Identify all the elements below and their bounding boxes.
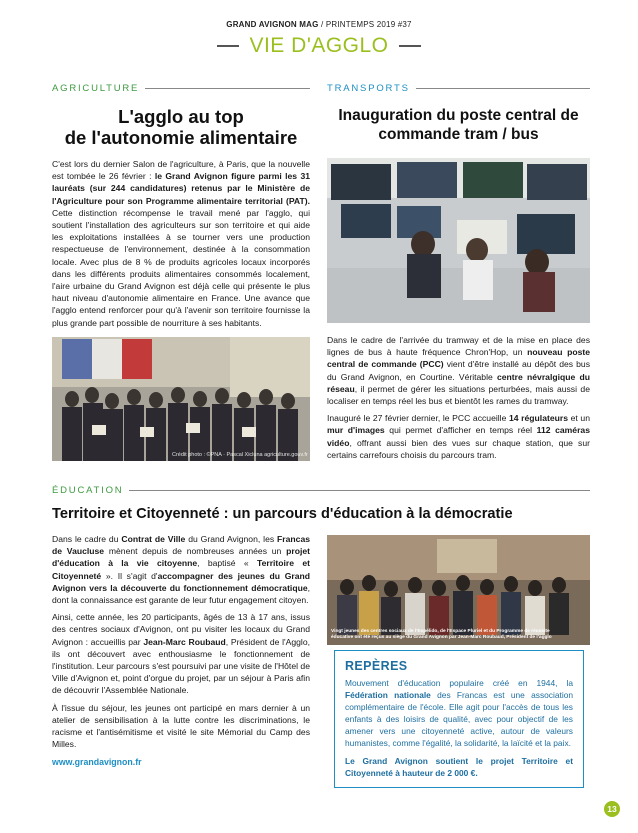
rubric-line [145, 88, 310, 89]
headline-line-1: Inauguration du poste central de [338, 107, 579, 124]
title-dash-left [217, 45, 239, 47]
photo-credit: Crédit photo : ©PNA · Pascal Xicluna agriculture.gouv.fr [172, 452, 308, 458]
transports-headline [327, 106, 590, 144]
education-headline: Territoire et Citoyenneté : un parcours d'éducation à la démocratie [52, 506, 513, 522]
reperes-title: REPÈRES [345, 659, 408, 673]
control-room-photo [327, 158, 590, 323]
transports-paragraph-2: Inauguré le 27 février dernier, le PCC accueille 14 régulateurs et un mur d'images qui permet d'afficher en temps réel 112 caméras vidéo, offrant aussi bien des vues sur chaque station, que sur certains carrefours choisis du parcours tram. [327, 413, 590, 460]
education-link[interactable]: www.grandavignon.fr [52, 757, 142, 768]
reperes-box [334, 650, 584, 788]
agriculture-headline [52, 106, 310, 148]
headline-line-2: de l'autonomie alimentaire [64, 127, 298, 148]
masthead [0, 20, 638, 29]
transports-photo [327, 158, 590, 323]
rubric-label: ÉDUCATION [52, 485, 124, 496]
page-number: 13 [604, 801, 620, 817]
education-paragraph-3: À l'issue du séjour, les jeunes ont participé en mars dernier à un atelier de sensibilisation à la lutte contre les discriminations, le racisme et l'antisémitisme et visité le site Mémorial du Camp des Milles. [52, 702, 310, 750]
agriculture-photo [52, 337, 310, 461]
rubric-label: AGRICULTURE [52, 83, 140, 94]
reperes-paragraph-2: Le Grand Avignon soutient le projet Territoire et Citoyenneté à hauteur de 2 000 €. [345, 756, 573, 778]
magazine-brand: GRAND AVIGNON MAG [226, 20, 319, 29]
agriculture-paragraph: C'est lors du dernier Salon de l'agriculture, à Paris, que la nouvelle est tombée le 26 février : le Grand Avignon figure parmi les 31 lauréats (sur 244 candidatures) retenus par le Ministère de l'Agriculture pour son Programme alimentaire territorial (PAT). Cette distinction récompense le travail mené par l'agglo, qui soutient l'installation des agriculteurs sur son territoire et qui aide les exploitations installées à se tourner vers une production respectueuse de l'environnement, destinée à la consommation locale. Avec plus de 8 % de produits agricoles locaux incorporés dans les différents produits alimentaires consommés localement, l'aire urbaine du Grand Avignon est déjà celle qui présente le plus haut niveau d'autonomie alimentaire en France. Une avance que l'agglo entend renforcer pour qu'à l'avenir son territoire fournisse la plus grande part possible de nourriture à ses habitants. [52, 159, 310, 328]
section-title [0, 34, 638, 58]
rubric-agriculture [52, 83, 310, 94]
agriculture-body [52, 158, 310, 352]
education-paragraph-1: Dans le cadre du Contrat de Ville du Grand Avignon, les Francas de Vaucluse mènent depuis de nombreuses années un projet d'éducation à la vie citoyenne, baptisé « Territoire et Citoyenneté ». Il s'agit d'accompagner des jeunes du Grand Avignon vers la découverte du fonctionnement démocratique, dont la connaissance est garante de leur futur engagement citoyen. [52, 534, 311, 606]
rubric-education [52, 485, 590, 496]
education-paragraph-2: Ainsi, cette année, les 20 participants, âgés de 13 à 17 ans, issus des centres sociaux d'Avignon, ont pu visiter les locaux du Grand Avignon : accueillis par Jean-Marc Roubaud, Président de l'Agglo, ils ont découvert avec enthousiasme le fonctionnement de l'institution. Leur parcours s'est poursuivi par une visite de l'Hôtel de Ville d'Avignon et, point d'orgue du projet, par un séjour à Paris afin de découvrir l'Assemblée Nationale. [52, 612, 310, 696]
rubric-line [416, 88, 590, 89]
award-ceremony-photo [52, 337, 310, 461]
rubric-line [129, 490, 590, 491]
transports-paragraph-1: Dans le cadre de l'arrivée du tramway et de la mise en place des lignes de bus à haute fréquence Chron'Hop, un nouveau poste central de commande (PCC) vient d'être installé au dépôt des bus du Grand Avignon, en Courtine. Véritable centre névralgique du réseau, il permet de gérer les situations perturbées, mais aussi de localiser en temps réel les bus et bientôt les rames du tramway. [327, 335, 590, 407]
headline-line-1: L'agglo au top [118, 106, 244, 127]
reperes-paragraph-1: Mouvement d'éducation populaire créé en 1944, la Fédération nationale des Francas est une association complémentaire de l'école. Elle agit pour l'accès de tous les enfants à des loisirs de qualité, avec pour objectif de les amener vers une citoyenneté active, autour de valeurs humanistes, comme l'égalité, la solidarité, la laïcité et la paix. [345, 678, 574, 748]
rubric-transports [327, 83, 590, 94]
rubric-label: TRANSPORTS [327, 83, 410, 94]
transports-body [327, 334, 590, 466]
magazine-issue: / PRINTEMPS 2019 #37 [318, 20, 412, 29]
education-body [52, 533, 310, 774]
title-dash-right [399, 45, 421, 47]
headline-line-2: commande tram / bus [378, 126, 539, 143]
education-photo [327, 535, 590, 645]
education-photo-caption: Vingt jeunes des centres sociaux de l'Espélido, de l'Espace Pluriel et du Programme de réussite éducative ont été reçus au siège du Grand Avignon par Jean-Marc Roubaud, Président de l'agglo [331, 629, 552, 640]
section-title-text: VIE D'AGGLO [249, 34, 389, 57]
